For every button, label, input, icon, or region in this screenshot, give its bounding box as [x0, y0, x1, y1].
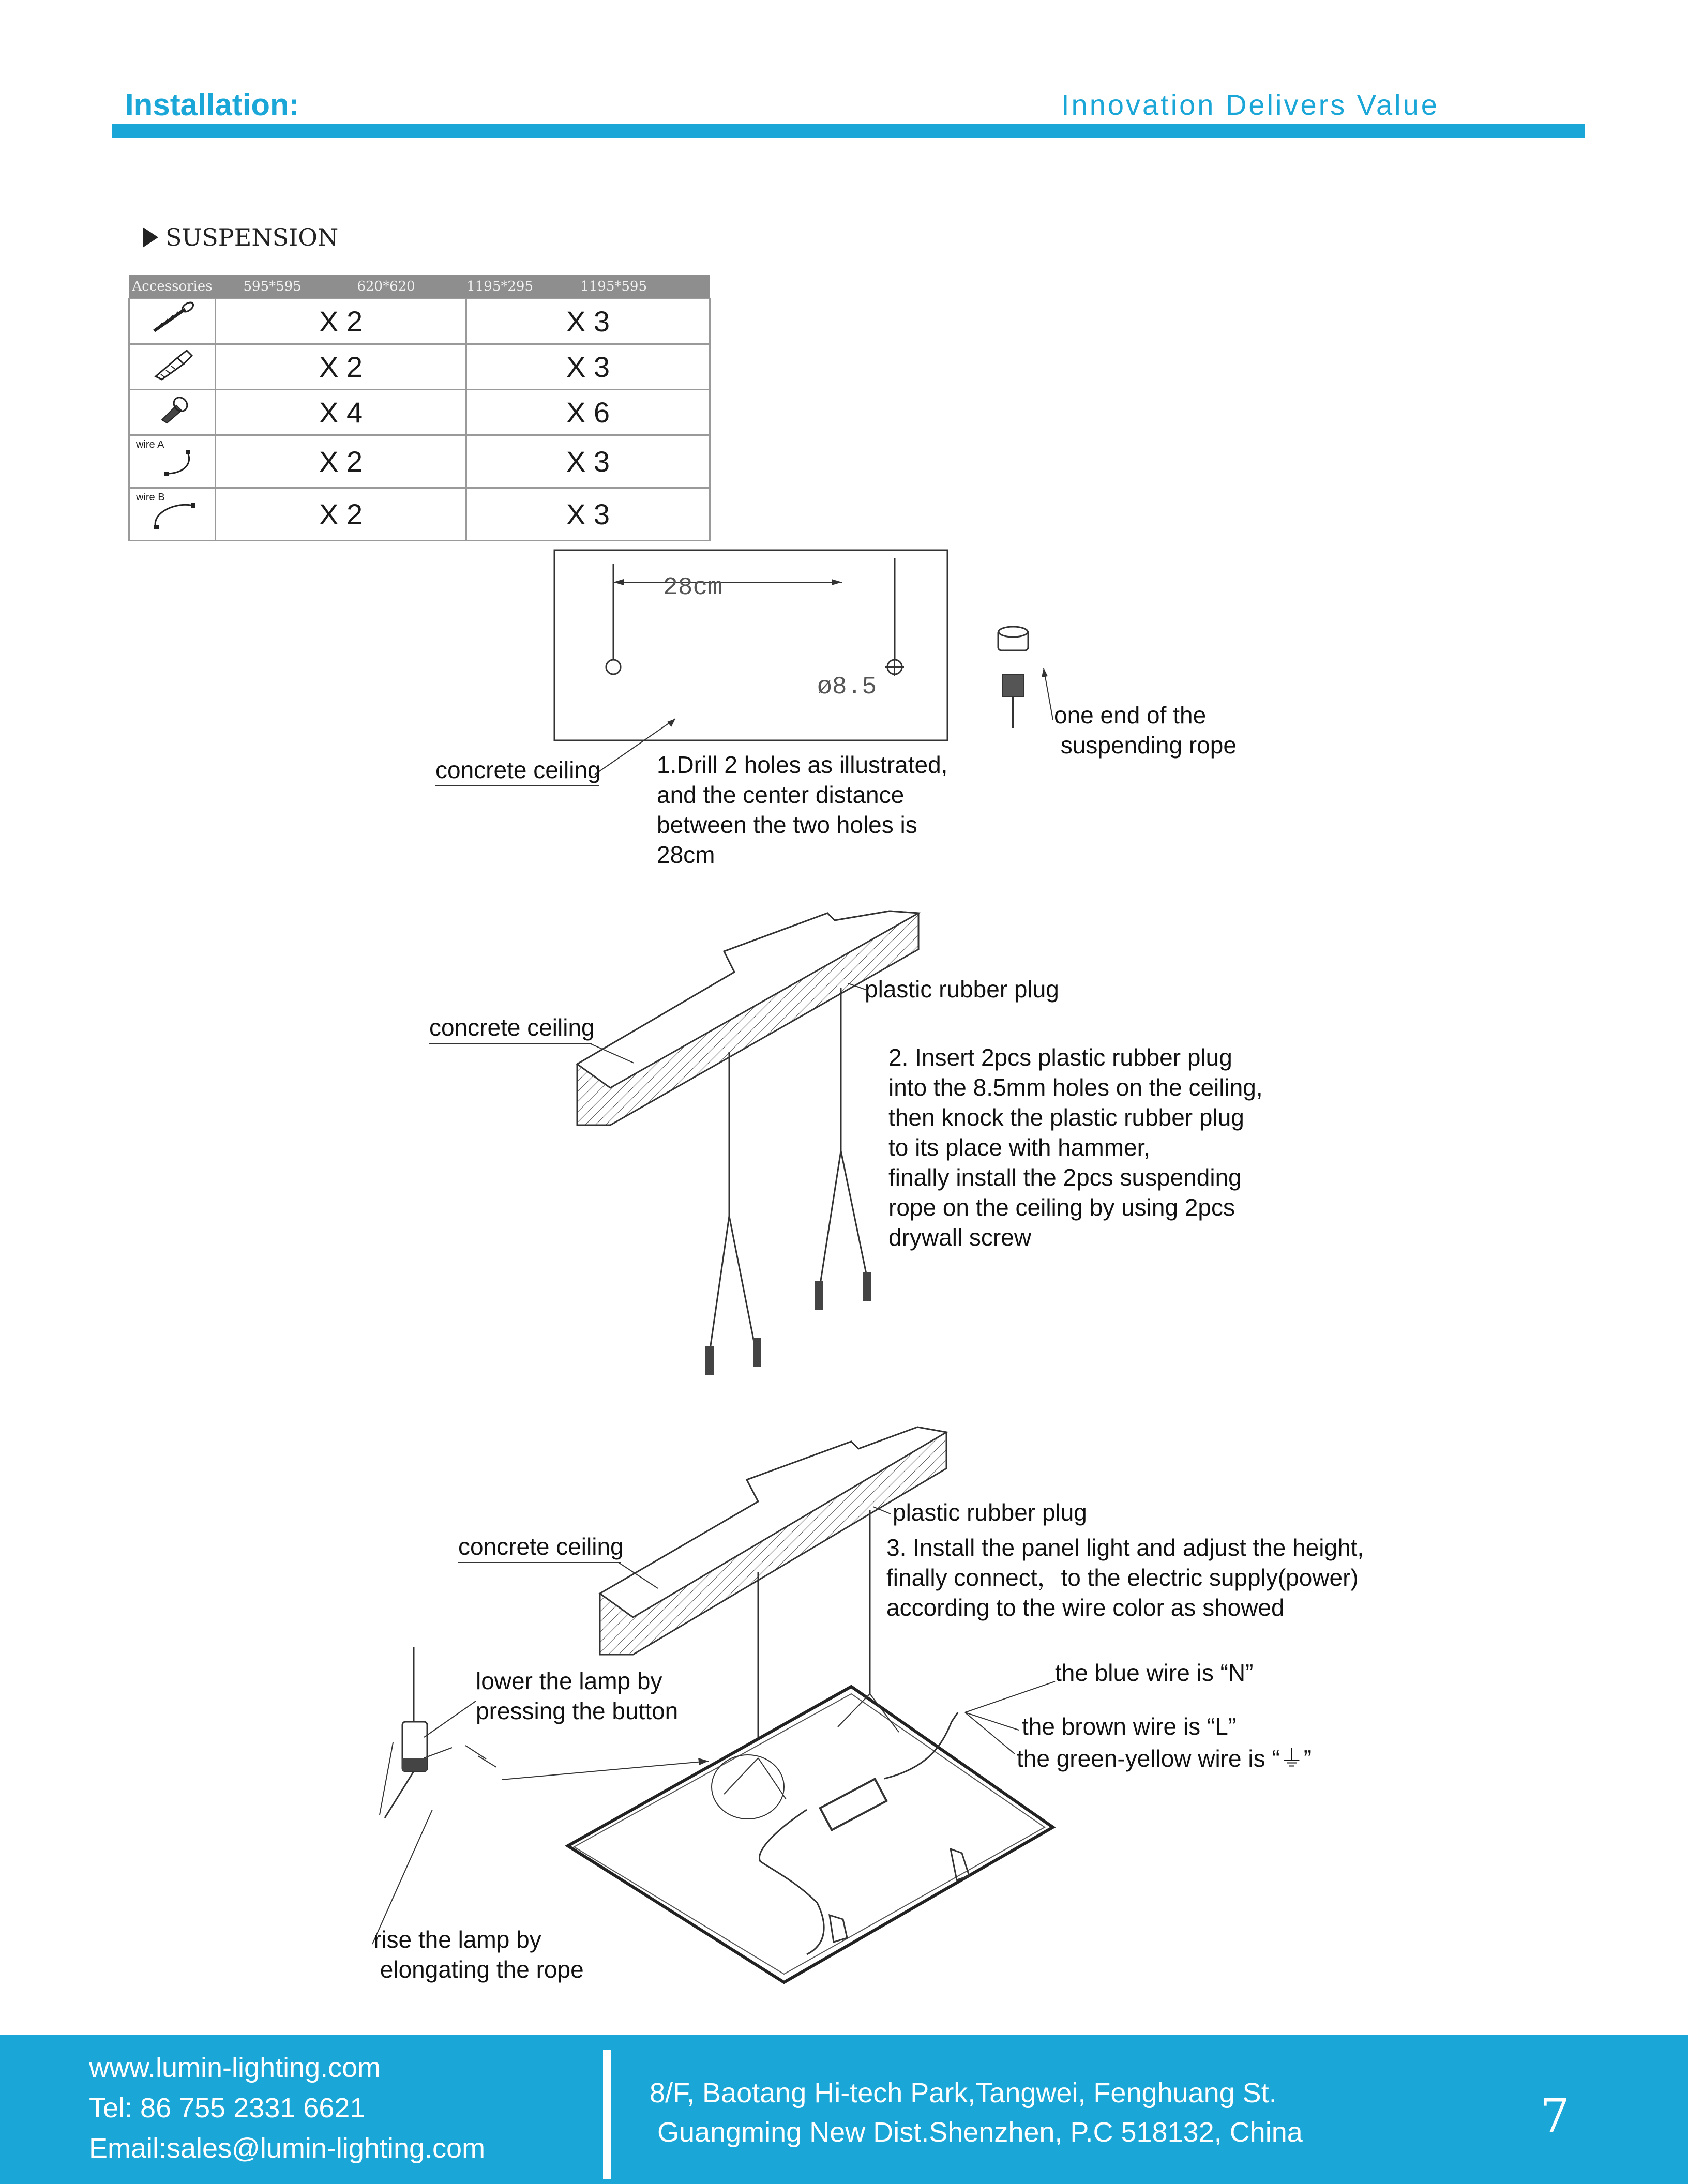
rise-lamp-label [373, 1924, 584, 1984]
step1-ceiling-label: concrete ceiling [435, 756, 601, 783]
lower-lamp-label-line: lower the lamp by [476, 1667, 662, 1694]
rope-end-fitting-icon [1002, 674, 1024, 697]
panel-light [568, 1687, 1053, 1982]
drill-hole [606, 660, 621, 674]
step2-instruction-line: drywall screw [888, 1224, 1032, 1251]
step3-instruction [886, 1533, 1364, 1622]
step3-instruction-line: according to the wire color as showed [886, 1594, 1285, 1621]
table-header-1195x295: 1195*295 [466, 279, 533, 294]
step1-instruction-line: and the center distance [657, 781, 905, 808]
wire-a-label: wire A [136, 439, 164, 450]
table-header-620: 620*620 [357, 279, 415, 294]
qty-large-cell: X 3 [466, 299, 710, 344]
table-header-1195x595: 1195*595 [580, 279, 647, 294]
qty-small-cell: X 4 [216, 390, 466, 435]
rope-end-label [1054, 700, 1237, 760]
hole-distance-label: 28cm [663, 574, 723, 602]
footer-address-line: 8/F, Baotang Hi-tech Park,Tangwei, Fenghuang St. [650, 2077, 1277, 2109]
blue-wire-label: the blue wire is “N” [1055, 1659, 1254, 1686]
footer-divider [603, 2050, 611, 2179]
rise-lamp-label-line: elongating the rope [373, 1956, 584, 1983]
page-number: 7 [1540, 2089, 1570, 2143]
rise-lamp-label-line: rise the lamp by [373, 1926, 541, 1953]
green-yellow-wire-label: the green-yellow wire is “⏚” [1017, 1745, 1312, 1772]
footer-address [650, 2073, 1303, 2152]
step1-instruction-line: between the two holes is [657, 811, 917, 838]
qty-large-cell: X 6 [466, 390, 710, 435]
footer-website: www.lumin-lighting.com [89, 2052, 381, 2083]
qty-large-cell: X 3 [466, 435, 710, 488]
step2-instruction [888, 1042, 1263, 1252]
footer-email: Email:sales@lumin-lighting.com [89, 2133, 486, 2164]
step2-instruction-line: 2. Insert 2pcs plastic rubber plug [888, 1044, 1232, 1071]
lower-lamp-label-line: pressing the button [476, 1697, 679, 1724]
brown-wire-label: the brown wire is “L” [1022, 1713, 1237, 1740]
qty-small-cell: X 2 [216, 488, 466, 541]
table-header-accessories: Accessories [129, 275, 216, 299]
company-slogan: Innovation Delivers Value [1061, 88, 1439, 121]
lower-lamp-label [476, 1666, 678, 1726]
step2-ceiling-label: concrete ceiling [429, 1014, 595, 1041]
qty-large-cell: X 3 [466, 344, 710, 390]
step1-instruction-line: 28cm [657, 841, 715, 868]
step3-instruction-line: finally connect，to the electric supply(power) [886, 1564, 1359, 1591]
step2-instruction-line: then knock the plastic rubber plug [888, 1104, 1244, 1131]
wire-b-label: wire B [136, 492, 165, 503]
hole-diameter-label: ø8.5 [817, 673, 877, 701]
footer-contact [89, 2048, 485, 2168]
step3-plug-label: plastic rubber plug [893, 1499, 1087, 1526]
step2-instruction-line: to its place with hammer, [888, 1134, 1151, 1161]
step1-instruction [657, 750, 947, 870]
rope-end-label-line: suspending rope [1054, 732, 1237, 759]
step2-instruction-line: rope on the ceiling by using 2pcs [888, 1194, 1235, 1221]
footer-address-line: Guangming New Dist.Shenzhen, P.C 518132, China [650, 2117, 1303, 2148]
step2-instruction-line: finally install the 2pcs suspending [888, 1164, 1242, 1191]
step2-plug-label: plastic rubber plug [865, 976, 1059, 1003]
step3-ceiling-label: concrete ceiling [458, 1533, 624, 1560]
footer-tel: Tel: 86 755 2331 6621 [89, 2092, 366, 2124]
qty-small-cell: X 2 [216, 344, 466, 390]
section-title-text: SUSPENSION [165, 223, 339, 251]
step2-ceiling-beam [429, 911, 918, 1375]
qty-small-cell: X 2 [216, 299, 466, 344]
table-header-595: 595*595 [243, 279, 302, 294]
qty-large-cell: X 3 [466, 488, 710, 541]
step1-instruction-line: 1.Drill 2 holes as illustrated, [657, 751, 948, 778]
qty-small-cell: X 2 [216, 435, 466, 488]
step3-instruction-line: 3. Install the panel light and adjust the height, [886, 1534, 1364, 1561]
rope-end-label-line: one end of the [1054, 702, 1207, 729]
page-title: Installation: [125, 87, 299, 122]
step2-instruction-line: into the 8.5mm holes on the ceiling, [888, 1074, 1263, 1101]
